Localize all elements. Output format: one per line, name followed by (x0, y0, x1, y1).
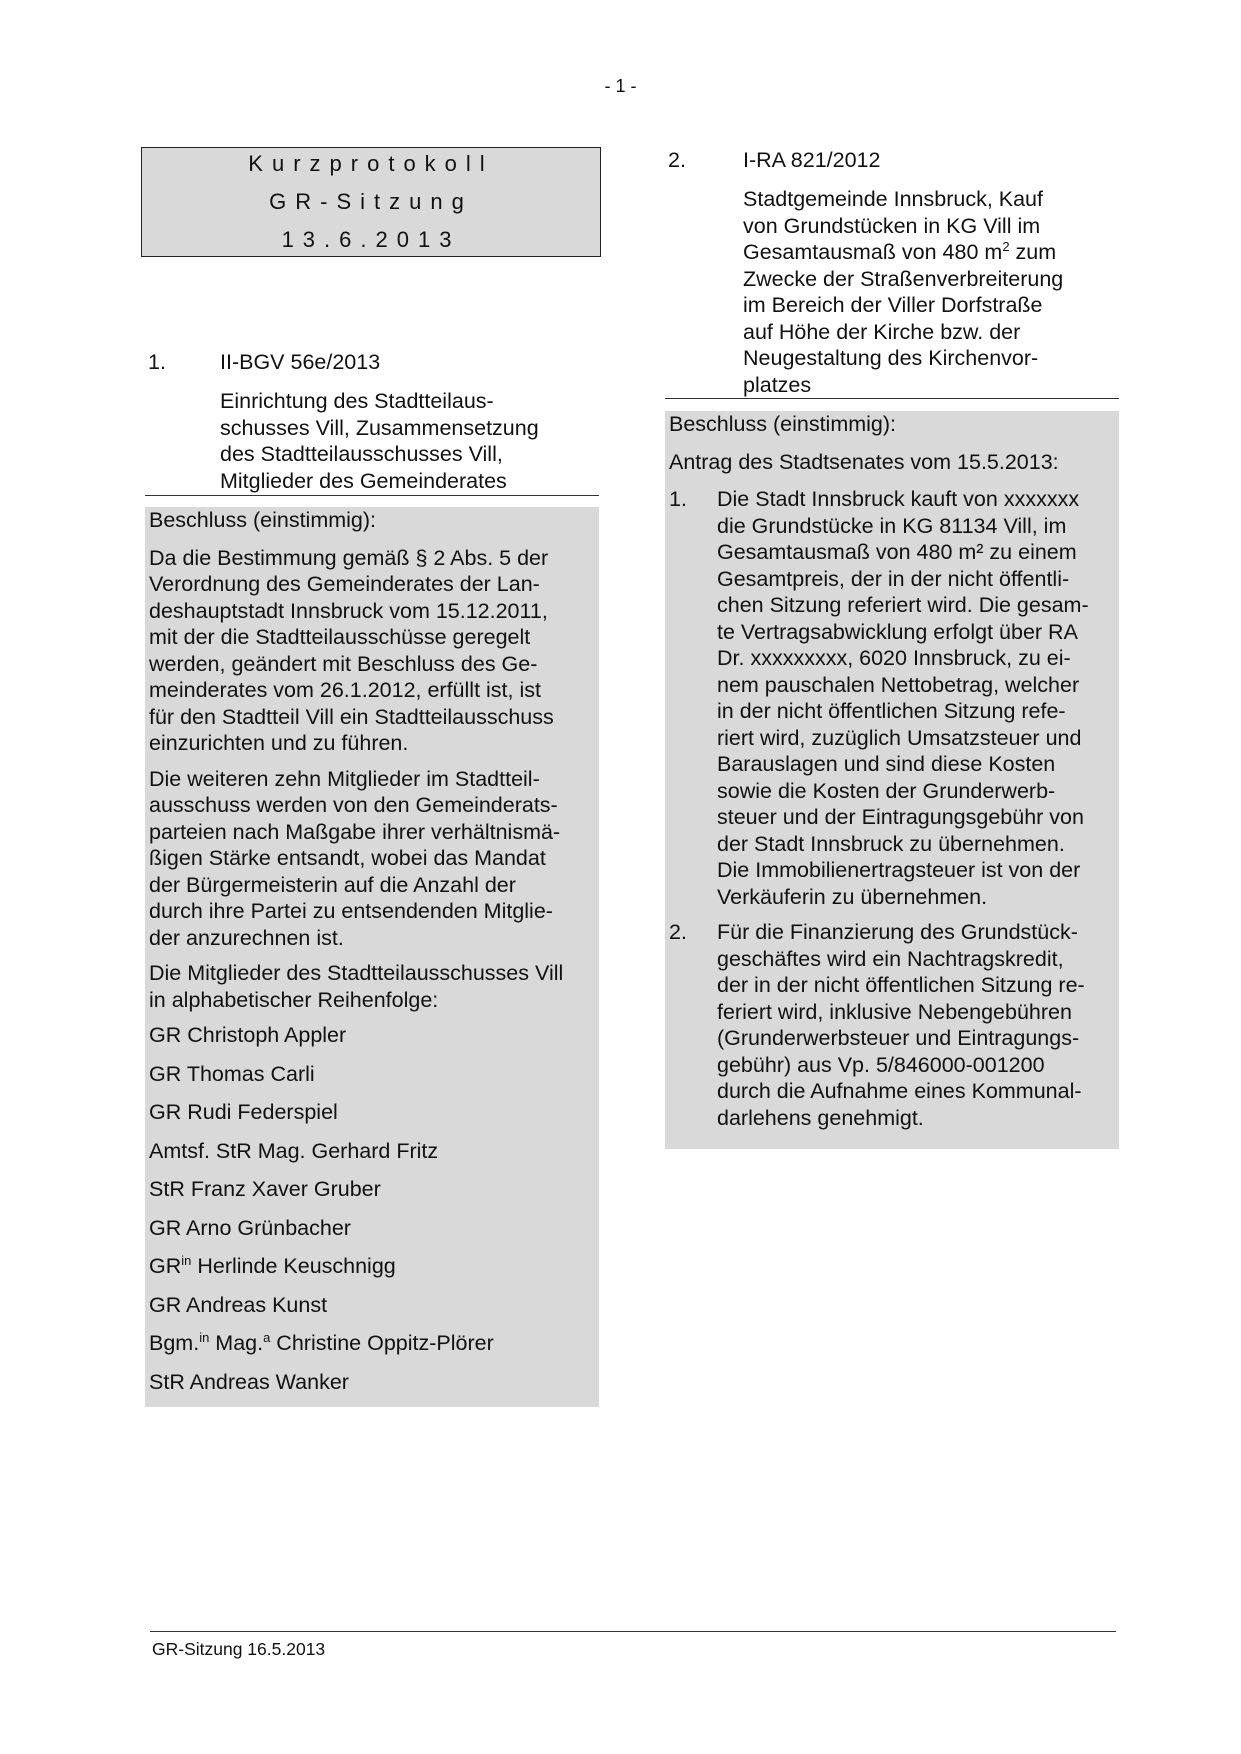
item1-title (220, 388, 590, 494)
item1-paragraph-1: Da die Bestimmung gemäß § 2 Abs. 5 der Verordnung des Gemeinderates der Lan- deshauptstadt Innsbruck vom 15.12.2011, mit der die Stadtteilausschüsse geregelt werden, geändert mit Beschluss des Ge- meinderates vom 26.1.2012, erfüllt ist, ist für den Stadtteil Vill ein Stadtteilausschuss einzurichten und zu führen. (149, 545, 554, 755)
title-session: GR-Sitzung (269, 189, 473, 214)
page-number: - 1 - (604, 76, 637, 96)
item2-decision (665, 411, 1119, 1149)
item2-decision-label: Beschluss (einstimmig): (669, 412, 896, 436)
footer-divider (150, 1631, 1116, 1632)
member-name: Amtsf. StR Mag. Gerhard Fritz (149, 1138, 439, 1163)
member-name: $GR^{in}$ Herlinde Keuschnigg (149, 1252, 396, 1278)
item1-title-line: des Stadtteilausschusses Vill, (220, 442, 503, 466)
item2-point-1: 1. Die Stadt Innsbruck kauft von xxxxxxx die Grundstücke in KG 81134 Vill, im Gesamtausmaß von 480 m² zu einem Gesamtpreis, der in der nicht öffentli- chen Sitzung referiert wird. Die gesam- te Vertragsabwicklung erfolgt über RA Dr. xxxxxxxxx, 6020 Innsbruck, zu ei- nem pauschalen Nettobetrag, welcher in der nicht öffentlichen Sitzung refe- riert wird, zuzüglich Umsatzsteuer und Barauslagen und sind diese Kosten sowie die Kosten der Grunderwerb- steuer und der Eintragungsgebühr von der Stadt Innsbruck zu übernehmen. Die Immobilienertragsteuer ist von der Verkäuferin zu übernehmen. (669, 487, 1089, 909)
item1-number: 1. (148, 350, 166, 374)
title-protocol: Kurzprotokoll (248, 151, 494, 176)
item1-title-line: Mitglieder des Gemeinderates (220, 468, 507, 493)
member-name: GR Arno Grünbacher (149, 1215, 351, 1240)
member-name: GR Andreas Kunst (149, 1292, 328, 1317)
item1-paragraph-2: Die weiteren zehn Mitglieder im Stadtteil- ausschuss werden von den Gemeinderats- parteien nach Maßgabe ihrer verhältnismä- ßigen Stärke entsandt, wobei das Mandat der Bürgermeisterin auf die Anzahl der durch ihre Partei zu entsendenden Mitglie- der anzurechnen ist. (149, 766, 561, 950)
item1-title-line: schusses Vill, Zusammensetzung (220, 415, 539, 440)
member-name: GR Rudi Federspiel (149, 1100, 338, 1124)
item1-title-line: Einrichtung des Stadtteilaus- (220, 389, 494, 413)
item2-reference: I-RA 821/2012 (743, 148, 881, 172)
member-name: StR Franz Xaver Gruber (149, 1177, 381, 1201)
item1-decision-label: Beschluss (einstimmig): (149, 508, 376, 532)
item2-motion: Antrag des Stadtsenates vom 15.5.2013: (669, 449, 1059, 474)
member-name: Bgm.$^{in}$ Mag.$^a$ Christine Oppitz-Plörer (149, 1329, 494, 1355)
item1-divider (145, 495, 599, 496)
item2-divider (665, 398, 1119, 399)
item2-title: Stadtgemeinde Innsbruck, Kauf von Grundstücken in KG Vill im Gesamtausmaß von 480 $m^2$ zum Zwecke der Straßenverbreiterung im Bereich der Viller Dorfstraße auf Höhe der Kirche bzw. der Neugestaltung des Kirchenvor- platzes (743, 187, 1064, 397)
member-name: StR Andreas Wanker (149, 1369, 349, 1394)
member-name: GR Christoph Appler (149, 1023, 347, 1047)
footer-text: GR-Sitzung 16.5.2013 (152, 1639, 326, 1659)
item1-reference: II-BGV 56e/2013 (220, 350, 381, 374)
item1-decision (145, 507, 599, 1407)
item2-number: 2. (668, 148, 686, 172)
item2-point-2: 2. Für die Finanzierung des Grundstück- geschäftes wird ein Nachtragskredit, der in der nicht öffentlichen Sitzung re- feriert wird, inklusive Nebengebühren (Grunderwerbsteuer und Eintragungs- gebühr) aus Vp. 5/846000-001200 durch die Aufnahme eines Kommunal- darlehens genehmigt. (669, 920, 1085, 1130)
item1-paragraph-3: Die Mitglieder des Stadtteilausschusses Vill in alphabetischer Reihenfolge: (149, 961, 564, 1012)
title-date: 13.6.2013 (281, 227, 461, 252)
member-name: GR Thomas Carli (149, 1061, 315, 1086)
title-box (141, 147, 601, 257)
